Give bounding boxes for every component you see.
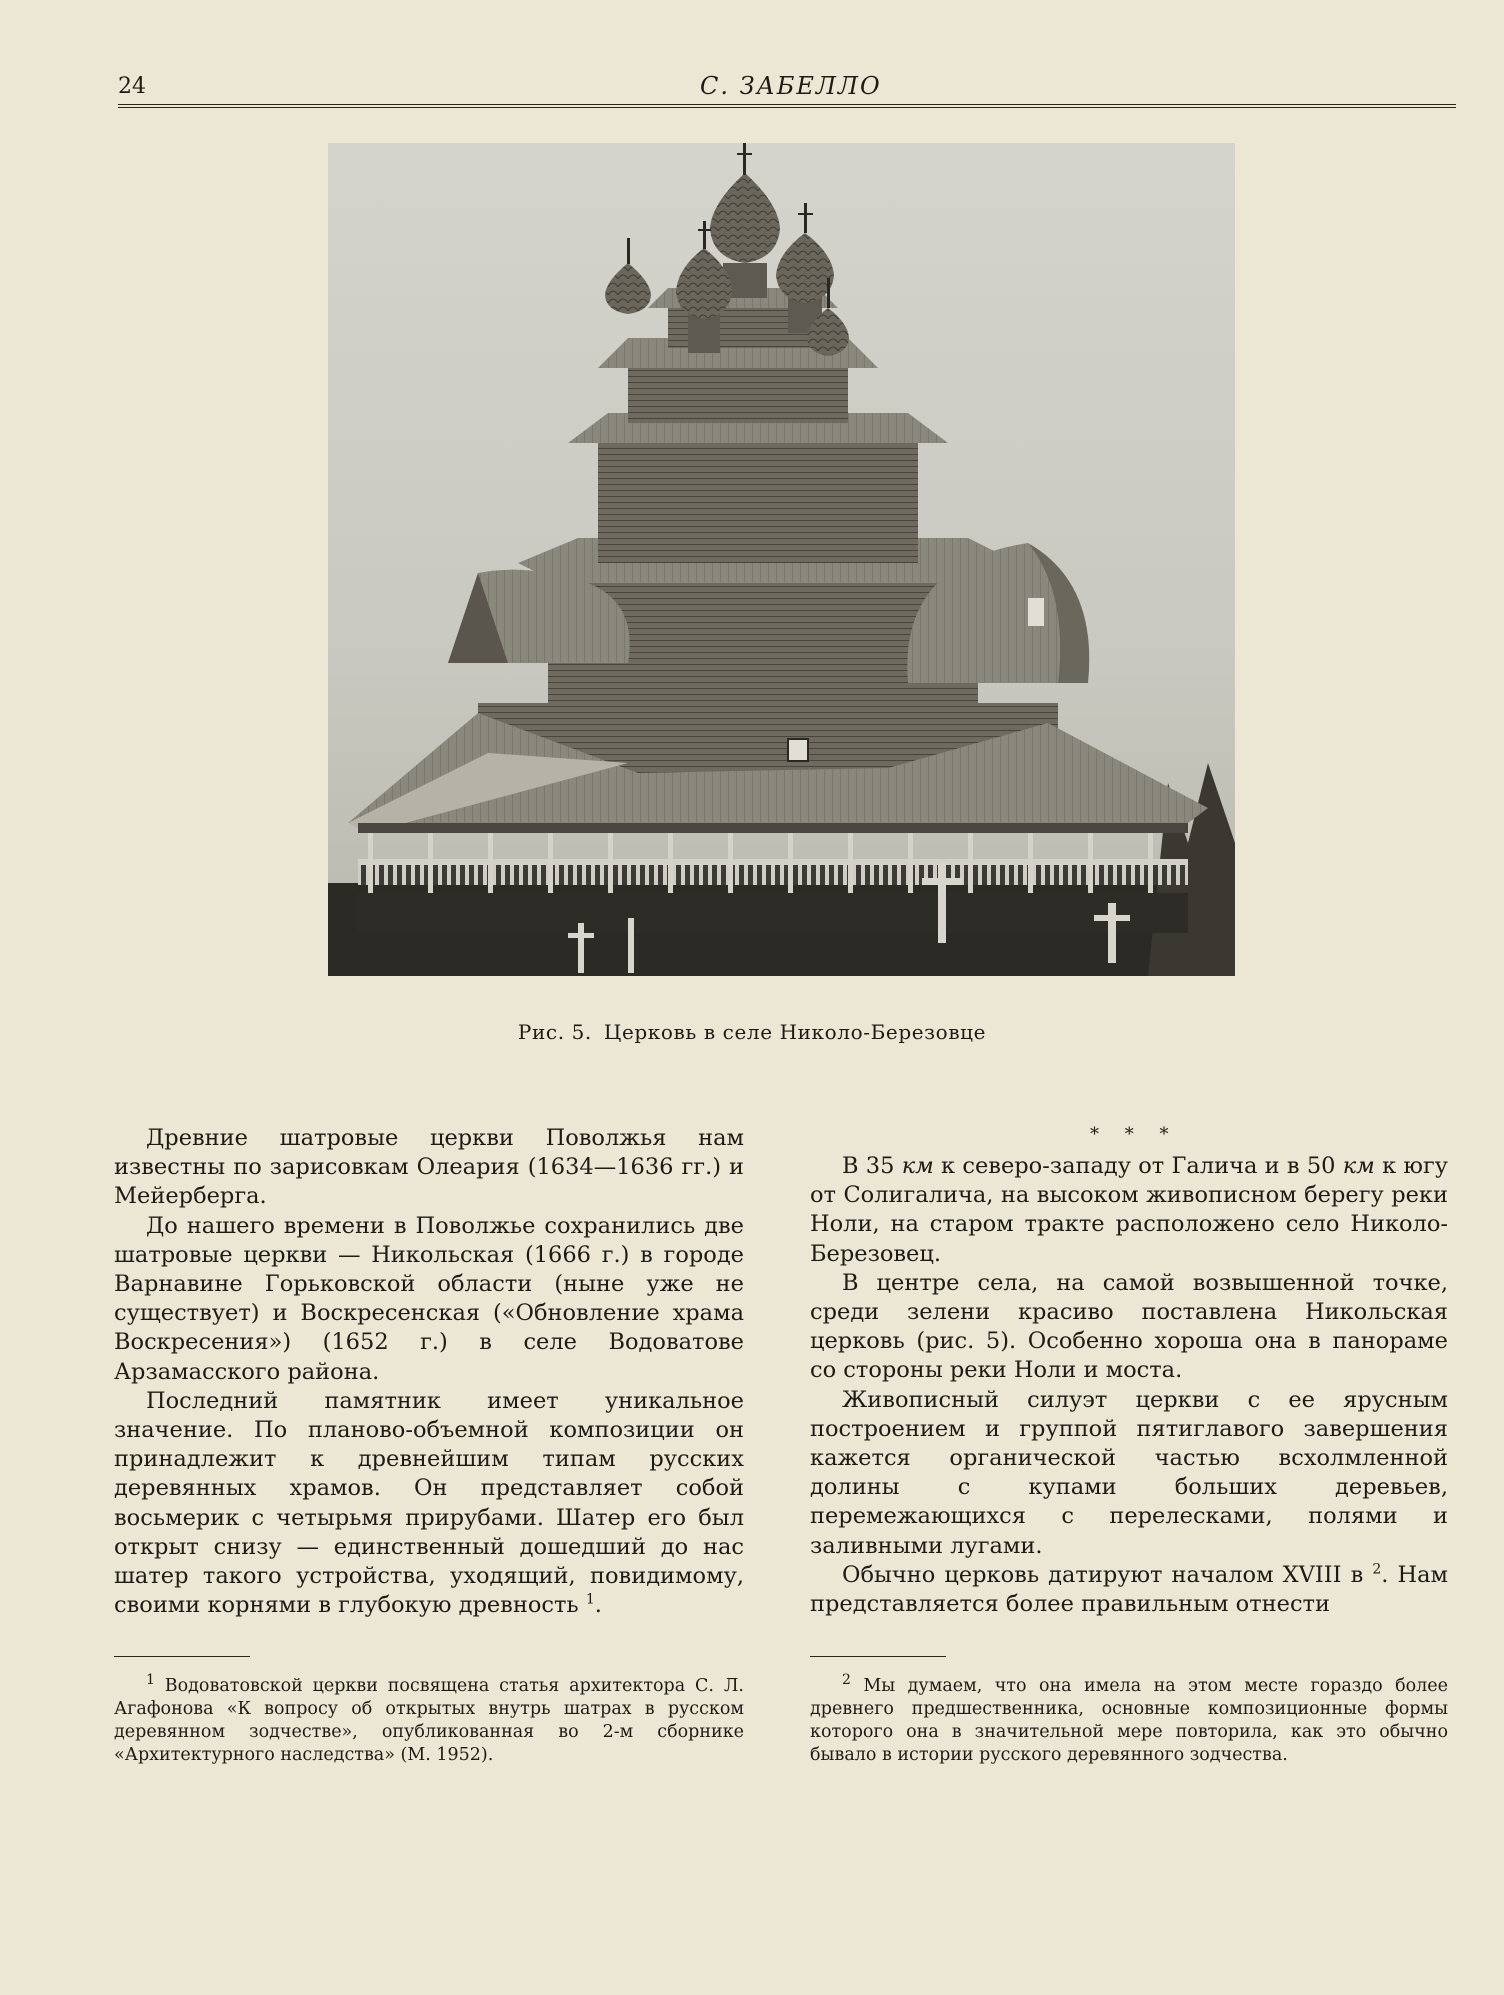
footnote xyxy=(810,1672,1448,1767)
footnote-rule xyxy=(114,1656,250,1657)
paragraph: Обычно церковь датируют началом XVIII в $^2$. Нам представляется более правильным отнести xyxy=(810,1561,1448,1618)
header-rule xyxy=(118,104,1456,108)
footnote-number: 1 xyxy=(146,1672,155,1689)
unit: км xyxy=(901,1153,934,1179)
text-run: В 35 xyxy=(842,1153,895,1179)
paragraph xyxy=(810,1152,1448,1269)
text-run: к северо-западу от Галича и в 50 xyxy=(941,1153,1336,1179)
church-photograph xyxy=(328,143,1235,976)
section-break: * * * xyxy=(1090,1124,1179,1145)
church-illustration xyxy=(328,143,1235,976)
paragraph: До нашего времени в Поволжье сохранились две шатровые церкви — Никольская (1666 г.) в городе Варнавине Горьковской области (ныне уже не существует) и Воскресенская («Обновление храма Воскресения») (1652 г.) в селе Водоватове Арзамасского района. xyxy=(114,1212,744,1385)
right-column xyxy=(810,1152,1448,1619)
footnote-rule xyxy=(810,1656,946,1657)
left-column xyxy=(114,1124,744,1620)
footnote-text: Мы думаем, что она имела на этом месте гораздо более древнего предшественника, основные композиционные формы которого она в значительной мере повторила, как это обычно бывало в истории русского деревянного зодчества. xyxy=(810,1676,1448,1765)
footnote-reference[interactable]: 1 xyxy=(585,1591,595,1608)
paragraph-continuation: Нам представляется более правильным отнести xyxy=(810,1561,1448,1618)
footnote-number: 2 xyxy=(842,1672,851,1689)
unit: км xyxy=(1342,1153,1375,1179)
paragraph-text: Последний памятник имеет уникальное значение. По планово-объемной композиции он принадлежит к древнейшим типам русских деревянных храмов. Он представляет собой восьмерик с четырьмя прирубами. Шатер его был открыт снизу — единственный дошедший до нас шатер такого устройства, уходящий, повидимому, своими корнями в глубокую древность xyxy=(114,1387,744,1619)
paragraph: Последний памятник имеет уникальное значение. По планово-объемной композиции он принадлежит к древнейшим типам русских деревянных храмов. Он представляет собой восьмерик с четырьмя прирубами. Шатер его был открыт снизу — единственный дошедший до нас шатер такого устройства, уходящий, повидимому, своими корнями в глубокую древность $^1$. xyxy=(114,1387,744,1619)
footnote xyxy=(114,1672,744,1767)
figure-caption xyxy=(0,1020,1504,1044)
footnote-reference[interactable]: 2 xyxy=(1372,1561,1382,1578)
paragraph: В центре села, на самой возвышенной точке, среди зелени красиво поставлена Никольская церковь (рис. 5). Особенно хороша она в панораме со стороны реки Ноли и моста. xyxy=(810,1269,1448,1384)
paragraph-text: Обычно церковь датируют началом XVIII в xyxy=(842,1561,1364,1588)
caption-label: Рис. 5. xyxy=(517,1020,592,1044)
page-number: 24 xyxy=(118,74,146,99)
text-run: к югу от Солигалича, на высоком живописном берегу реки Ноли, на старом тракте расположено село Николо-Березовец. xyxy=(810,1153,1449,1267)
paragraph: Древние шатровые церкви Поволжья нам известны по зарисовкам Олеария (1634—1636 гг.) и Мейерберга. xyxy=(114,1125,744,1210)
caption-text: Церковь в селе Николо-Березовце xyxy=(603,1020,987,1044)
footnote-text: Водоватовской церкви посвящена статья архитектора С. Л. Агафонова «К вопросу об открытых внутрь шатрах в русском деревянном зодчестве», опубликованная во 2-м сборнике «Архитектурного наследства» (М. 1952). xyxy=(114,1676,744,1765)
running-title: С. ЗАБЕЛЛО xyxy=(700,72,882,100)
paragraph: Живописный силуэт церкви с ее ярусным построением и группой пятиглавого завершения кажется органической частью всхолмленной долины с купами больших деревьев, перемежающихся с перелесками, полями и заливными лугами. xyxy=(810,1386,1448,1559)
